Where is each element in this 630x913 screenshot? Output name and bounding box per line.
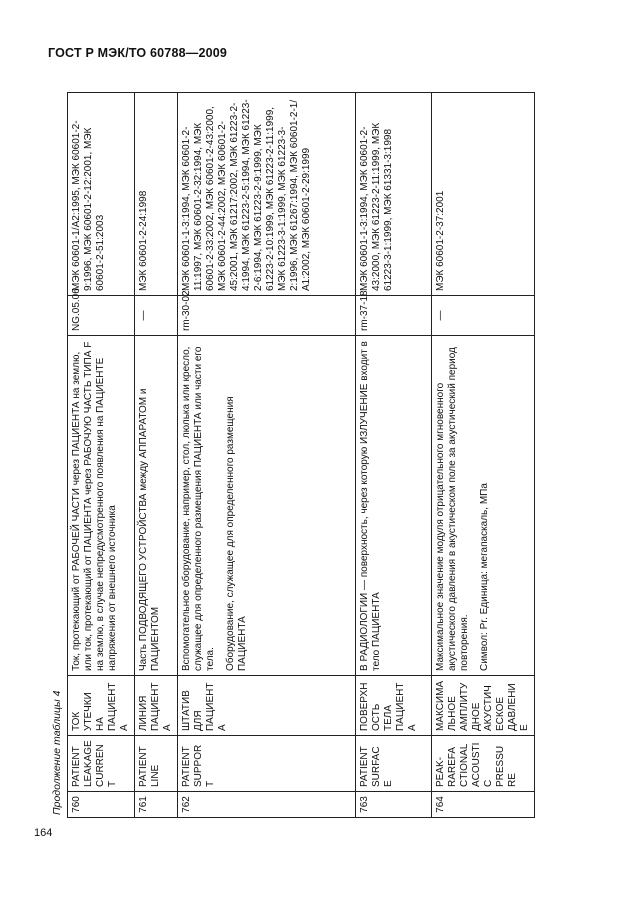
term-code-value: NG.05.06 — [71, 288, 82, 331]
term-russian: ПОВЕРХНОСТЬ ТЕЛА ПАЦИЕНТА — [356, 676, 432, 736]
term-definition — [68, 336, 135, 676]
term-definition — [135, 336, 178, 676]
term-code-value: — — [435, 310, 446, 321]
table-row — [68, 93, 135, 818]
term-references: МЭК 60601-2-37:2001 — [432, 93, 535, 296]
term-english: PATIENT LINE — [135, 736, 178, 792]
rotated-table-wrapper — [67, 93, 530, 818]
term-english: PATIENT SURFACE — [356, 736, 432, 792]
document-header: ГОСТ Р МЭК/ТО 60788—2009 — [48, 46, 228, 60]
term-number: 763 — [356, 792, 432, 818]
term-code — [68, 288, 135, 336]
term-english: PEAK-RAREFACTIONAL ACOUSTIC PRESSURE — [432, 736, 535, 792]
term-code — [356, 290, 432, 336]
term-references: МЭК 60601-1-3:1994, МЭК 60601-2-11:1997, МЭК 60601-2-32:1994, МЭК 60601-2-33:2002, МЭК 60601-2-43:2000, МЭК 60601-2-44:2002, МЭК 60601-2-45:2001, МЭК 61217:2002, МЭК 61223-2-4:1994, МЭК 61223-2-5:1994, МЭК 61223-2-6:1994, МЭК 61223-2-9:1999, МЭК 61223-2-10:1999, МЭК 61223-2-11:1999, МЭК 61223-3-1:1999, МЭК 61223-3-2:1996, МЭК 61267:1994, МЭК 60601-2-1/А1:2002, МЭК 60601-2-29:1999 — [178, 93, 356, 296]
definition-paragraph: В РАДИОЛОГИИ — поверхность, через которую ИЗЛУЧЕНИЕ входит в тело ПАЦИЕНТА — [359, 341, 382, 671]
definition-paragraph: Символ: Pr. Единица: мегапаскаль, МПа — [479, 483, 490, 671]
term-code — [432, 296, 535, 336]
term-russian: МАКСИМАЛЬНОЕ АМПЛИТУДНОЕ АКУСТИЧЕСКОЕ ДАВЛЕНИЕ — [432, 676, 535, 736]
term-number: 764 — [432, 792, 535, 818]
table-row — [178, 93, 356, 818]
term-code-value: rm-30-02 — [181, 290, 192, 331]
term-code-value: — — [138, 310, 149, 321]
definition-paragraph: Ток, протекающий от РАБОЧЕЙ ЧАСТИ через ПАЦИЕНТА на землю, или ток, протекающий от ПАЦИЕНТА через РАБОЧУЮ ЧАСТЬ ТИПА F на землю, в случае непредусмотренного появления на ПАЦИЕНТЕ напряжения от внешнего источника — [71, 341, 118, 671]
term-definition — [432, 336, 535, 676]
table-row — [432, 93, 535, 818]
table-row — [356, 93, 432, 818]
table-continuation-label: Продолжение таблицы 4 — [51, 690, 63, 815]
term-references: МЭК 60601-1-3:1994, МЭК 60601-2-43:2000, МЭК 61223-2-11:1999, МЭК 61223-3-1:1999, МЭК 61331-3:1998 — [356, 93, 432, 296]
term-number: 760 — [68, 792, 135, 818]
term-code — [135, 296, 178, 336]
term-english: PATIENT SUPPORT — [178, 736, 356, 792]
term-code-value: rm-37-18 — [359, 290, 370, 331]
term-code — [178, 290, 356, 336]
term-english: PATIENT LEAKAGE CURRENT — [68, 736, 135, 792]
definition-paragraph: Вспомогательное оборудование, например, стол, люлька или кресло, служащее для определенного размещения ПАЦИЕНТА или части его тела. — [181, 346, 216, 671]
term-references: МЭК 60601-2-24:1998 — [135, 93, 178, 296]
page-number: 164 — [34, 827, 53, 839]
term-number: 761 — [135, 792, 178, 818]
definition-paragraph: Оборудование, служащее для определенного размещения ПАЦИЕНТА — [225, 396, 248, 671]
terms-table — [67, 92, 535, 818]
definition-paragraph: Часть ПОДВОДЯЩЕГО УСТРОЙСТВА между АППАРАТОМ и ПАЦИЕНТОМ — [138, 388, 161, 671]
definition-paragraph: Максимальное значение модуля отрицательного мгновенного акустического давления в акустическом поле за акустический период повторения. — [435, 347, 470, 671]
term-number: 762 — [178, 792, 356, 818]
term-definition — [356, 336, 432, 676]
term-references: МЭК 60601-1/А2:1995, МЭК 60601-2-9:1996, МЭК 60601-2-12:2001, МЭК 60601-2-51:2003 — [68, 93, 135, 296]
term-definition — [178, 336, 356, 676]
table-row — [135, 93, 178, 818]
term-russian: ШТАТИВ ДЛЯ ПАЦИЕНТА — [178, 676, 356, 736]
term-russian: ТОК УТЕЧКИ НА ПАЦИЕНТА — [68, 676, 135, 736]
term-russian: ЛИНИЯ ПАЦИЕНТА — [135, 676, 178, 736]
